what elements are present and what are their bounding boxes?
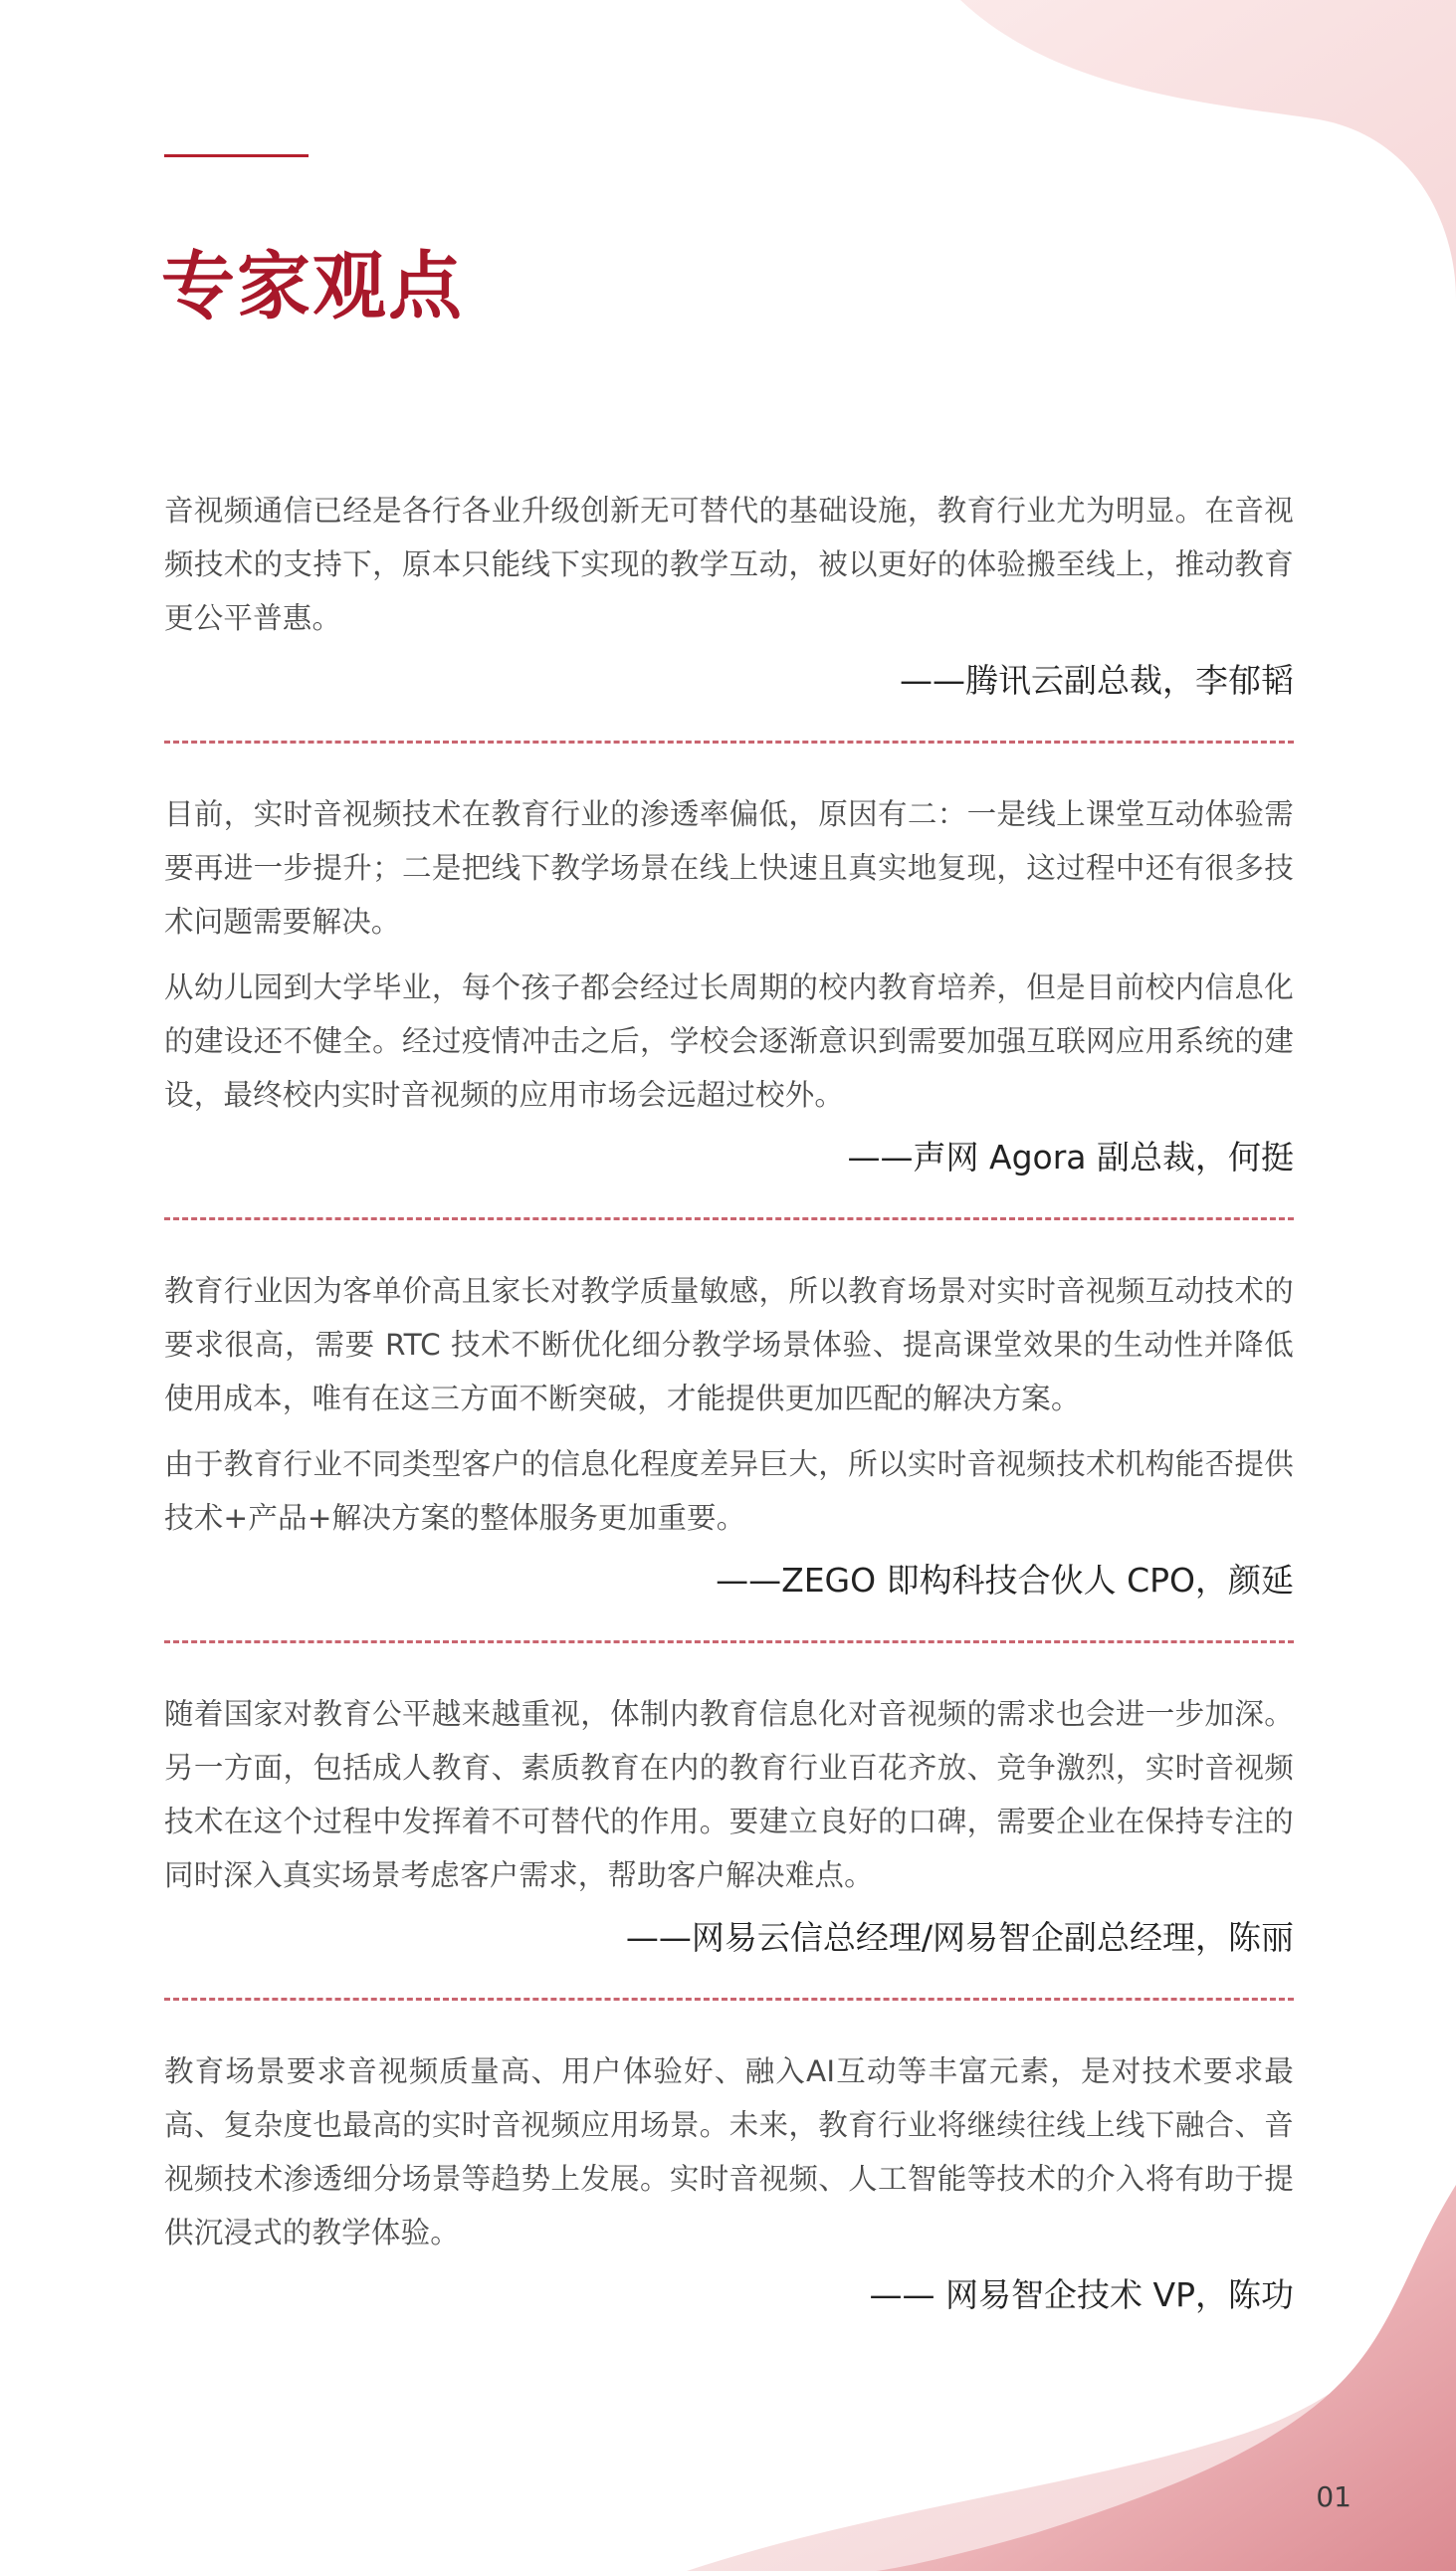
quote-block <box>164 1687 1294 1964</box>
quote-block <box>164 1264 1294 1607</box>
quotes-section <box>164 484 1294 2321</box>
quote-block <box>164 484 1294 707</box>
quote-attribution: —— 网易智企技术 VP，陈功 <box>869 2275 1294 2314</box>
page-title: 专家观点 <box>161 244 464 329</box>
dashed-divider <box>164 741 1294 744</box>
quote-attribution: ——声网 Agora 副总裁，何挺 <box>847 1138 1294 1177</box>
top-right-blob <box>960 0 1456 299</box>
quote-paragraph: 目前，实时音视频技术在教育行业的渗透率偏低，原因有二：一是线上课堂互动体验需要再进一步提升；二是把线下教学场景在线上快速且真实地复现，这过程中还有很多技术问题需要解决。 <box>164 797 1294 939</box>
quote-attribution: ——ZEGO 即构科技合伙人 CPO，颜延 <box>716 1561 1294 1600</box>
quote-paragraph: 随着国家对教育公平越来越重视，体制内教育信息化对音视频的需求也会进一步加深。另一方面，包括成人教育、素质教育在内的教育行业百花齐放、竞争激烈，实时音视频技术在这个过程中发挥着不可替代的作用。要建立良好的口碑，需要企业在保持专注的同时深入真实场景考虑客户需求，帮助客户解决难点。 <box>164 1697 1294 1892</box>
quote-attribution: ——网易云信总经理/网易智企副总经理，陈丽 <box>625 1918 1294 1957</box>
quote-block <box>164 787 1294 1183</box>
title-accent-line <box>164 154 309 157</box>
quote-paragraph: 音视频通信已经是各行各业升级创新无可替代的基础设施，教育行业尤为明显。在音视频技术的支持下，原本只能线下实现的教学互动，被以更好的体验搬至线上，推动教育更公平普惠。 <box>164 494 1294 635</box>
quote-block <box>164 2044 1294 2321</box>
dashed-divider <box>164 1640 1294 1643</box>
dashed-divider <box>164 1217 1294 1220</box>
quote-attribution: ——腾讯云副总裁，李郁韬 <box>900 661 1294 700</box>
quote-paragraph: 教育场景要求音视频质量高、用户体验好、融入AI互动等丰富元素，是对技术要求最高、复杂度也最高的实时音视频应用场景。未来，教育行业将继续往线上线下融合、音视频技术渗透细分场景等趋势上发展。实时音视频、人工智能等技术的介入将有助于提供沉浸式的教学体验。 <box>164 2054 1294 2250</box>
quote-paragraph: 教育行业因为客单价高且家长对教学质量敏感，所以教育场景对实时音视频互动技术的要求很高，需要 RTC 技术不断优化细分教学场景体验、提高课堂效果的生动性并降低使用成本，唯有在这三方面不断突破，才能提供更加匹配的解决方案。 <box>164 1274 1294 1415</box>
page-number: 01 <box>1316 2480 1352 2513</box>
quote-paragraph: 由于教育行业不同类型客户的信息化程度差异巨大，所以实时音视频技术机构能否提供技术+产品+解决方案的整体服务更加重要。 <box>164 1447 1294 1535</box>
dashed-divider <box>164 1998 1294 2001</box>
quote-paragraph: 从幼儿园到大学毕业，每个孩子都会经过长周期的校内教育培养，但是目前校内信息化的建设还不健全。经过疫情冲击之后，学校会逐渐意识到需要加强互联网应用系统的建设，最终校内实时音视频的应用市场会远超过校外。 <box>164 970 1294 1112</box>
